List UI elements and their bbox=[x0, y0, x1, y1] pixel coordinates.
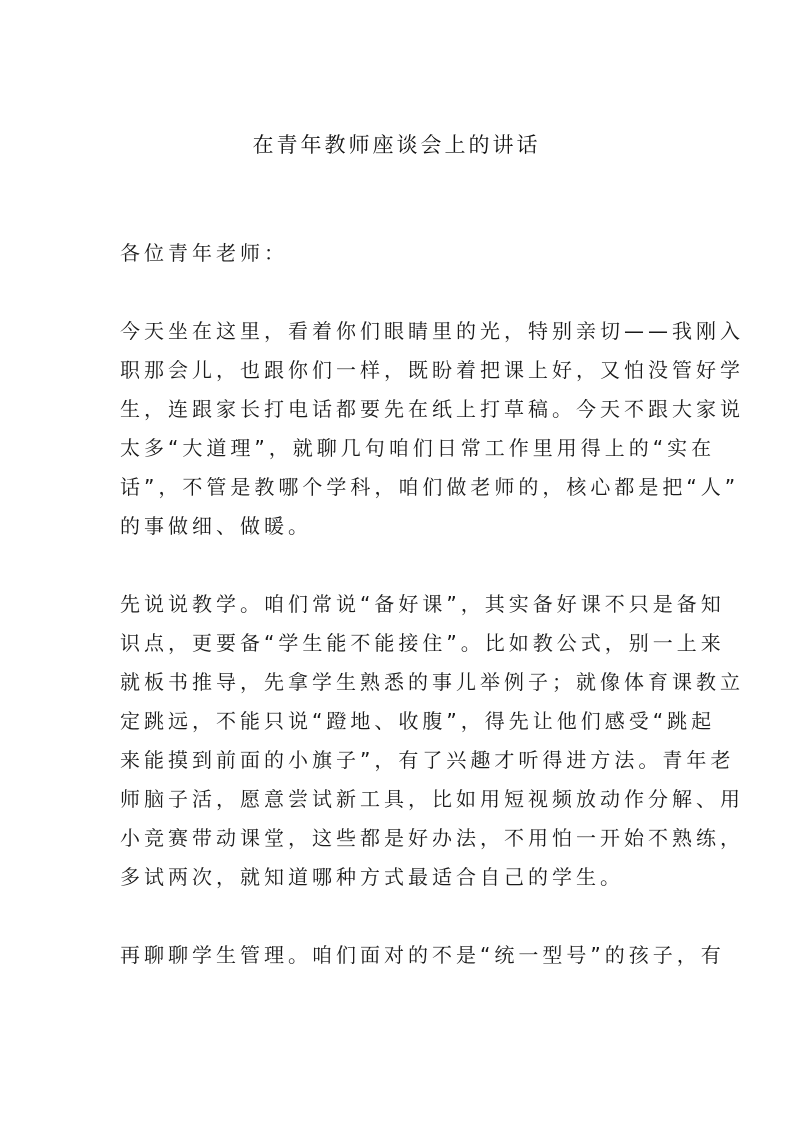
text-line: 识点，更要备“学生能不能接住”。比如教公式，别一上来 bbox=[120, 631, 725, 655]
text-line: 多试两次，就知道哪种方式最适合自己的学生。 bbox=[120, 865, 624, 889]
text-line: 就板书推导，先拿学生熟悉的事儿举例子；就像体育课教立 bbox=[120, 670, 744, 694]
paragraph-spacer bbox=[120, 897, 680, 936]
text-line: 今天坐在这里，看着你们眼睛里的光，特别亲切——我刚入 bbox=[120, 319, 744, 343]
text-line: 小竞赛带动课堂，这些都是好办法，不用怕一开始不熟练， bbox=[120, 826, 744, 850]
text-line: 师脑子活，愿意尝试新工具，比如用短视频放动作分解、用 bbox=[120, 787, 744, 811]
text-line: 话”，不管是教哪个学科，咱们做老师的，核心都是把“人” bbox=[120, 475, 740, 499]
paragraph-spacer bbox=[120, 273, 680, 312]
document-body bbox=[120, 234, 744, 975]
text-line: 职那会儿，也跟你们一样，既盼着把课上好，又怕没管好学 bbox=[120, 358, 744, 382]
paragraph-management bbox=[120, 936, 725, 975]
paragraph-spacer bbox=[120, 546, 680, 585]
text-line: 定跳远，不能只说“蹬地、收腹”，得先让他们感受“跳起 bbox=[120, 709, 716, 733]
paragraph-teaching bbox=[120, 585, 744, 897]
greeting: 各位青年老师： bbox=[120, 241, 288, 265]
text-line: 生，连跟家长打电话都要先在纸上打草稿。今天不跟大家说 bbox=[120, 397, 744, 421]
text-line: 先说说教学。咱们常说“备好课”，其实备好课不只是备知 bbox=[120, 592, 725, 616]
text-line: 来能摸到前面的小旗子”，有了兴趣才听得进方法。青年老 bbox=[120, 748, 735, 772]
text-line: 再聊聊学生管理。咱们面对的不是“统一型号”的孩子，有 bbox=[120, 943, 725, 967]
document-title: 在青年教师座谈会上的讲话 bbox=[252, 133, 541, 157]
text-line: 太多“大道理”，就聊几句咱们日常工作里用得上的“实在 bbox=[120, 436, 716, 460]
paragraph-intro bbox=[120, 312, 744, 546]
text-line: 的事做细、做暖。 bbox=[120, 514, 312, 538]
